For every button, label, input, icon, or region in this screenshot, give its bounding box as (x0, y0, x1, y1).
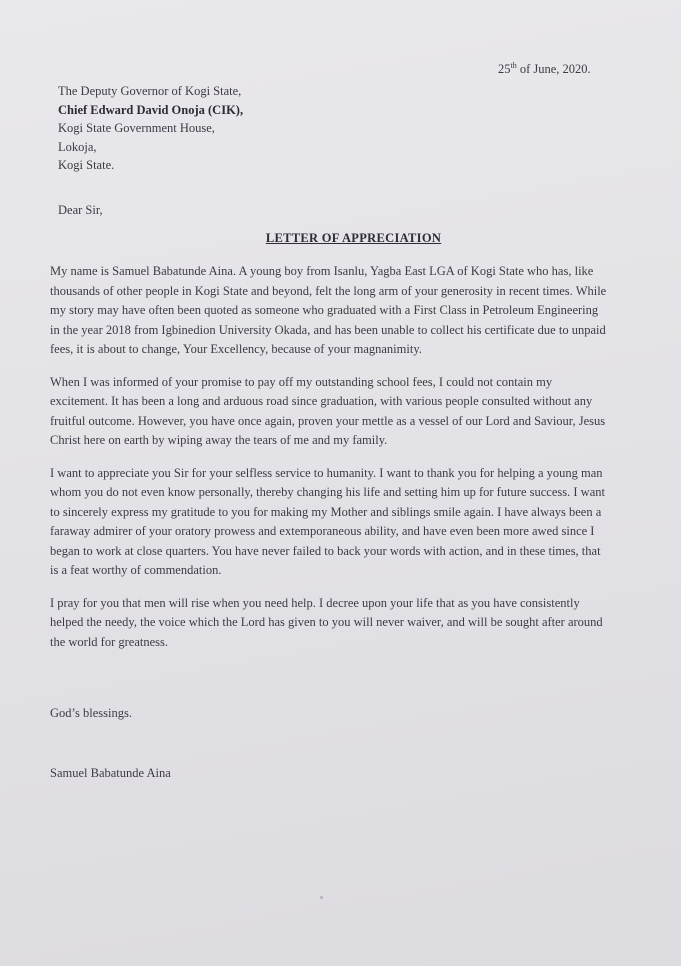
letter-body (50, 262, 610, 665)
address-line-title: The Deputy Governor of Kogi State, (58, 84, 242, 98)
address-line-city: Lokoja, (58, 139, 97, 154)
letter-date (498, 62, 591, 77)
letter-subject: LETTER OF APPRECIATION (265, 231, 442, 245)
date-day: 25 (498, 62, 511, 76)
signature-name: Samuel Babatunde Aina (50, 766, 171, 780)
address-line-state: Kogi State. (58, 158, 115, 173)
body-paragraph-1: My name is Samuel Babatunde Aina. A young boy from Isanlu, Yagba East LGA of Kogi State who has, like thousands of other people in Kogi State and beyond, felt the long arm of your generosity in recent times. While my story may have often been quoted as someone who graduated with a First Class in Petroleum Engineering in the year 2018 from Igbinedion University Okada, and has been unable to collect his certificate due to unpaid fees, it is about to change, Your Excellency, because of your magnanimity. (50, 264, 607, 356)
salutation: Dear Sir, (58, 203, 103, 217)
date-rest: of June, 2020. (516, 62, 591, 76)
closing: God’s blessings. (50, 706, 132, 720)
body-paragraph-4: I pray for you that men will rise when you need help. I decree upon your life that as you have consistently helped the needy, the voice which the Lord has given to you will never waiver, and will be sought after around the world for greatness. (50, 595, 603, 649)
recipient-address (58, 82, 243, 175)
body-paragraph-3: I want to appreciate you Sir for your selfless service to humanity. I want to thank you for helping a young man whom you do not even know personally, thereby changing his life and setting him up for future success. I want to sincerely express my gratitude to you for making my Mother and siblings smile again. I have always been a faraway admirer of your oratory prowess and extemporaneous ability, and have even been more awed since I began to work at close quarters. You have never failed to back your words with action, and in these times, that is a feat worthy of commendation. (50, 465, 605, 577)
address-line-office: Kogi State Government House, (58, 121, 215, 136)
body-paragraph-2: When I was informed of your promise to pay off my outstanding school fees, I could not contain my excitement. It has been a long and arduous road since graduation, with various people consulted without any fruitful outcome. However, you have once again, proven your mettle as a vessel of our Lord and Saviour, Jesus Christ here on earth by wiping away the tears of me and my family. (50, 374, 606, 447)
date-suffix: th (510, 60, 517, 70)
address-line-name: Chief Edward David Onoja (CIK), (58, 102, 244, 117)
paper-speck (320, 896, 323, 899)
